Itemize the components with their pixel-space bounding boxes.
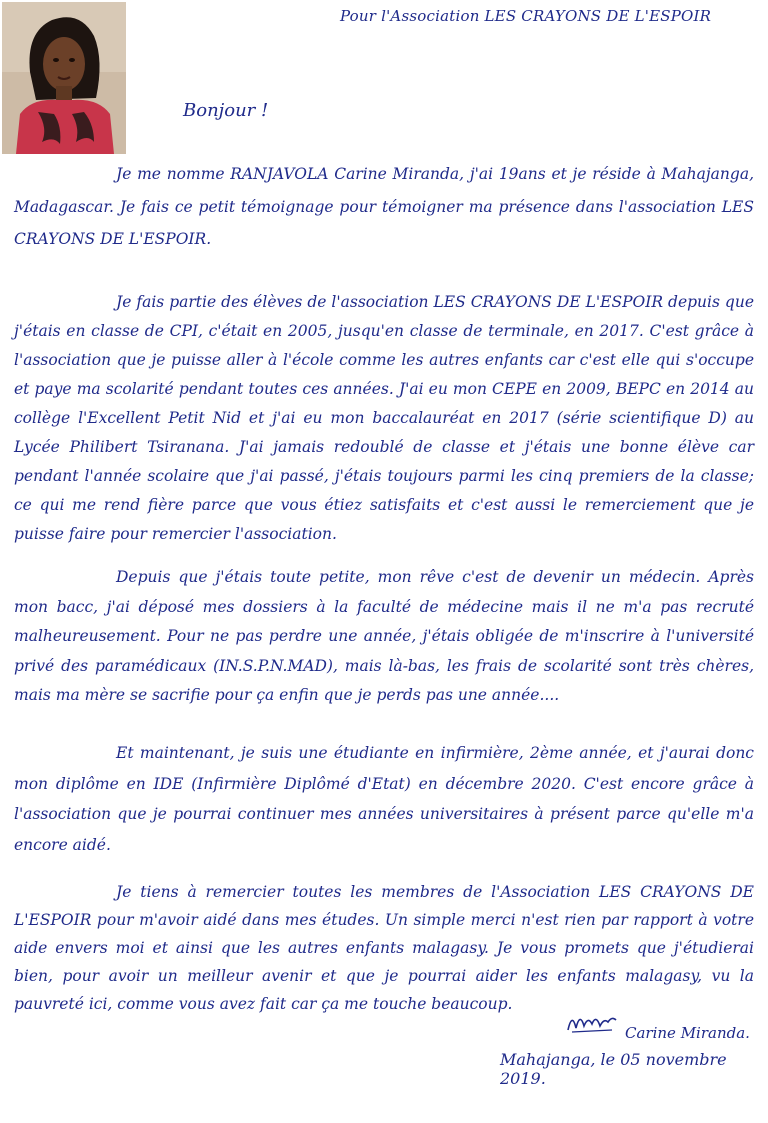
paragraph-schooling: Je fais partie des élèves de l'association LES CRAYONS DE L'ESPOIR depuis que j'étais en classe de CPI, c'était en 2005, jusqu'en classe de terminale, en 2017. C'est grâce à l'association que je puisse aller à l'école comme les autres enfants car c'est elle qui s'occupe et paye ma scolarité pendant toutes ces années. J'ai eu mon CEPE en 2009, BEPC en 2014 au collège l'Excellent Petit Nid et j'ai eu mon baccalauréat en 2017 (série scientifique D) au Lycée Philibert Tsiranana. J'ai jamais redoublé de classe et j'étais une bonne élève car pendant l'année scolaire que j'ai passé, j'étais toujours parmi les cinq premiers de la classe; ce qui me rend fière parce que vous étiez satisfaits et c'est aussi le remerciement que je puisse faire pour remercier l'association. [14,293,754,543]
paragraph-introduction: Je me nomme RANJAVOLA Carine Miranda, j'ai 19ans et je réside à Mahajanga, Madagascar. Je fais ce petit témoignage pour témoigner ma présence dans l'association LES CRAYONS DE L'ESPOIR. [14,165,754,248]
paragraph-current-studies: Et maintenant, je suis une étudiante en infirmière, 2ème année, et j'aurai donc mon diplôme en IDE (Infirmière Diplômé d'Etat) en décembre 2020. C'est encore grâce à l'association que je pourrai continuer mes années universitaires à présent parce qu'elle m'a encore aidé. [14,744,754,854]
greeting: Bonjour ! [183,100,269,121]
portrait-photo [2,2,126,154]
letter-header: Pour l'Association LES CRAYONS DE L'ESPOIR [340,7,712,25]
place-and-date: Mahajanga, le 05 novembre 2019. [500,1050,727,1088]
handwritten-signature-icon [566,1008,618,1034]
paragraph-dream: Depuis que j'étais toute petite, mon rêve c'est de devenir un médecin. Après mon bacc, j'ai déposé mes dossiers à la faculté de médecine mais il ne m'a pas recruté malheureusement. Pour ne pas perdre une année, j'étais obligée de m'inscrire à l'université privé des paramédicaux (IN.S.P.N.MAD), mais là-bas, les frais de scolarité sont très chères, mais ma mère se sacrifie pour ça enfin que je perds pas une année.... [14,568,754,704]
portrait-illustration [2,2,126,154]
signer-name: Carine Miranda. [625,1024,750,1042]
paragraph-thanks: Je tiens à remercier toutes les membres de l'Association LES CRAYONS DE L'ESPOIR pour m'avoir aidé dans mes études. Un simple merci n'est rien par rapport à votre aide envers moi et ainsi que les autres enfants malagasy. Je vous promets que j'étudierai bien, pour avoir un meilleur avenir et que je pourrai aider les enfants malagasy, vu la pauvreté ici, comme vous avez fait car ça me touche beaucoup. [14,883,754,1013]
